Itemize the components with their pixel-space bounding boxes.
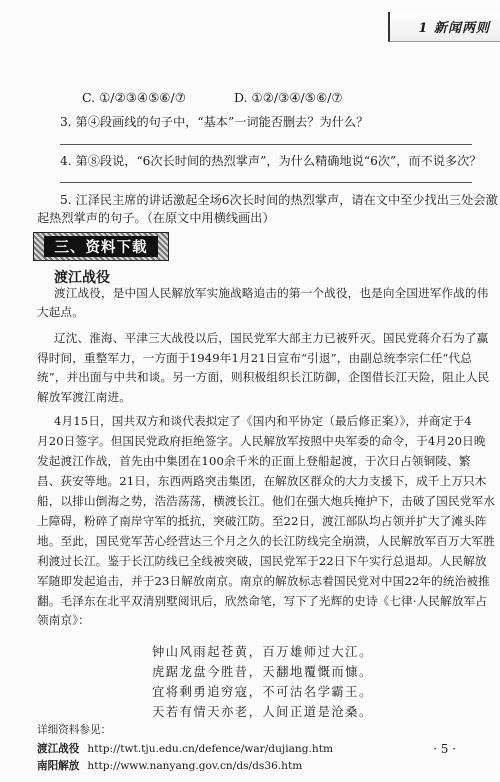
answer-line-3 — [60, 144, 472, 145]
article-line: 昌、荻安等地。21日，东西两路突击集团，在解放区群众的大力支援下，成千上万只木 — [37, 474, 487, 488]
article-line: 船，以排山倒海之势，浩浩荡荡，横渡长江。他们在强大炮兵掩护下，击破了国民党军水 — [37, 494, 496, 508]
section-heading — [33, 232, 169, 261]
question-3: 3. 第④段画线的句子中，“基本”一词能否删去？为什么？ — [60, 115, 369, 129]
article-line: 得时间，重整军力，一方面于1949年1月21日宣布“引退”，由副总统李宗仁任“代总 — [37, 351, 472, 365]
reference-item — [37, 741, 333, 756]
answer-line-4 — [60, 182, 472, 183]
article-line: 大起点。 — [37, 305, 84, 319]
article-line: 发起渡江作战，首先由中集团在100余千米的正面上登船起渡，于次日占领铜陵、繁 — [37, 454, 471, 468]
option-d: D. ①②/③④/⑤⑥/⑦ — [233, 90, 343, 105]
running-header: 1 新闻两则 — [388, 12, 500, 42]
article-line: 4月15日，国共双方和谈代表拟定了《国内和平协定（最后修正案）》，并商定于4 — [54, 414, 472, 428]
article-line: 月20日签字。但国民党政府拒绝签字。人民解放军按照中央军委的命令，于4月20日晚 — [37, 434, 486, 448]
article-line: 翻。毛泽东在北平双清别墅阅讯后，欣然命笔，写下了光辉的史诗《七律·人民解放军占 — [37, 594, 488, 608]
poem-line: 虎踞龙盘今胜昔，天翻地覆慨而慷。 — [152, 665, 373, 679]
reference-label: 渡江战役 — [37, 743, 80, 755]
article-line: 解放军渡江南进。 — [37, 390, 131, 404]
article-title: 渡江战役 — [54, 270, 110, 286]
option-c: C. ①/②③④⑤⑥/⑦ — [82, 90, 186, 105]
article-line: 军随即发起追击，并于23日解放南京。南京的解放标志着国民党对中国22年的统治被推 — [37, 574, 490, 588]
reference-link[interactable]: http://twt.tju.edu.cn/defence/war/dujiang.htm — [87, 743, 333, 755]
answer-options — [82, 90, 343, 105]
article-line: 统”，并出面与中共和谈。另一方面，则积极组织长江防御，企图借长江天险，阻止人民 — [37, 370, 490, 384]
article-line: 渡江战役，是中国人民解放军实施战略追击的第一个战役，也是向全国进军作战的伟 — [54, 286, 489, 300]
references-heading: 详细资料参见： — [37, 724, 112, 736]
reference-label: 南阳解放 — [37, 760, 80, 772]
question-5-line-1: 5. 江泽民主席的讲话激起全场6次长时间的热烈掌声，请在文中至少找出三处会激 — [60, 193, 498, 207]
page-number: · 5 · — [433, 742, 456, 756]
reference-link[interactable]: http://www.nanyang.gov.cn/ds/ds36.htm — [87, 760, 303, 772]
section-title: 三、资料下载 — [44, 236, 158, 257]
article-line: 辽沈、淮海、平津三大战役以后，国民党军大部主力已被歼灭。国民党蒋介石为了赢 — [54, 331, 489, 345]
question-4: 4. 第⑧段说，“6次长时间的热烈掌声”，为什么精确地说“6次”，而不说多次？ — [60, 154, 482, 168]
article-line: 利渡过长江。鉴于长江防线已全线被突破，国民党军于22日下午实行总退却。人民解放 — [37, 554, 487, 568]
article-line: 上障碍，粉碎了南岸守军的抵抗，突破江防。至22日，渡江部队均占领并扩大了滩头阵 — [37, 514, 487, 528]
article-line: 地。至此，国民党军苦心经营达三个月之久的长江防线完全崩溃，人民解放军百万大军胜 — [37, 534, 496, 548]
poem-line: 天若有情天亦老，人间正道是沧桑。 — [152, 705, 373, 719]
reference-item — [37, 758, 302, 773]
poem-line: 钟山风雨起苍黄，百万雄师过大江。 — [152, 645, 373, 659]
poem-line: 宜将剩勇追穷寇，不可沽名学霸王。 — [152, 685, 373, 699]
article-line: 领南京》： — [37, 613, 90, 627]
question-5-line-2: 起热烈掌声的句子。（在原文中用横线画出） — [37, 211, 275, 225]
